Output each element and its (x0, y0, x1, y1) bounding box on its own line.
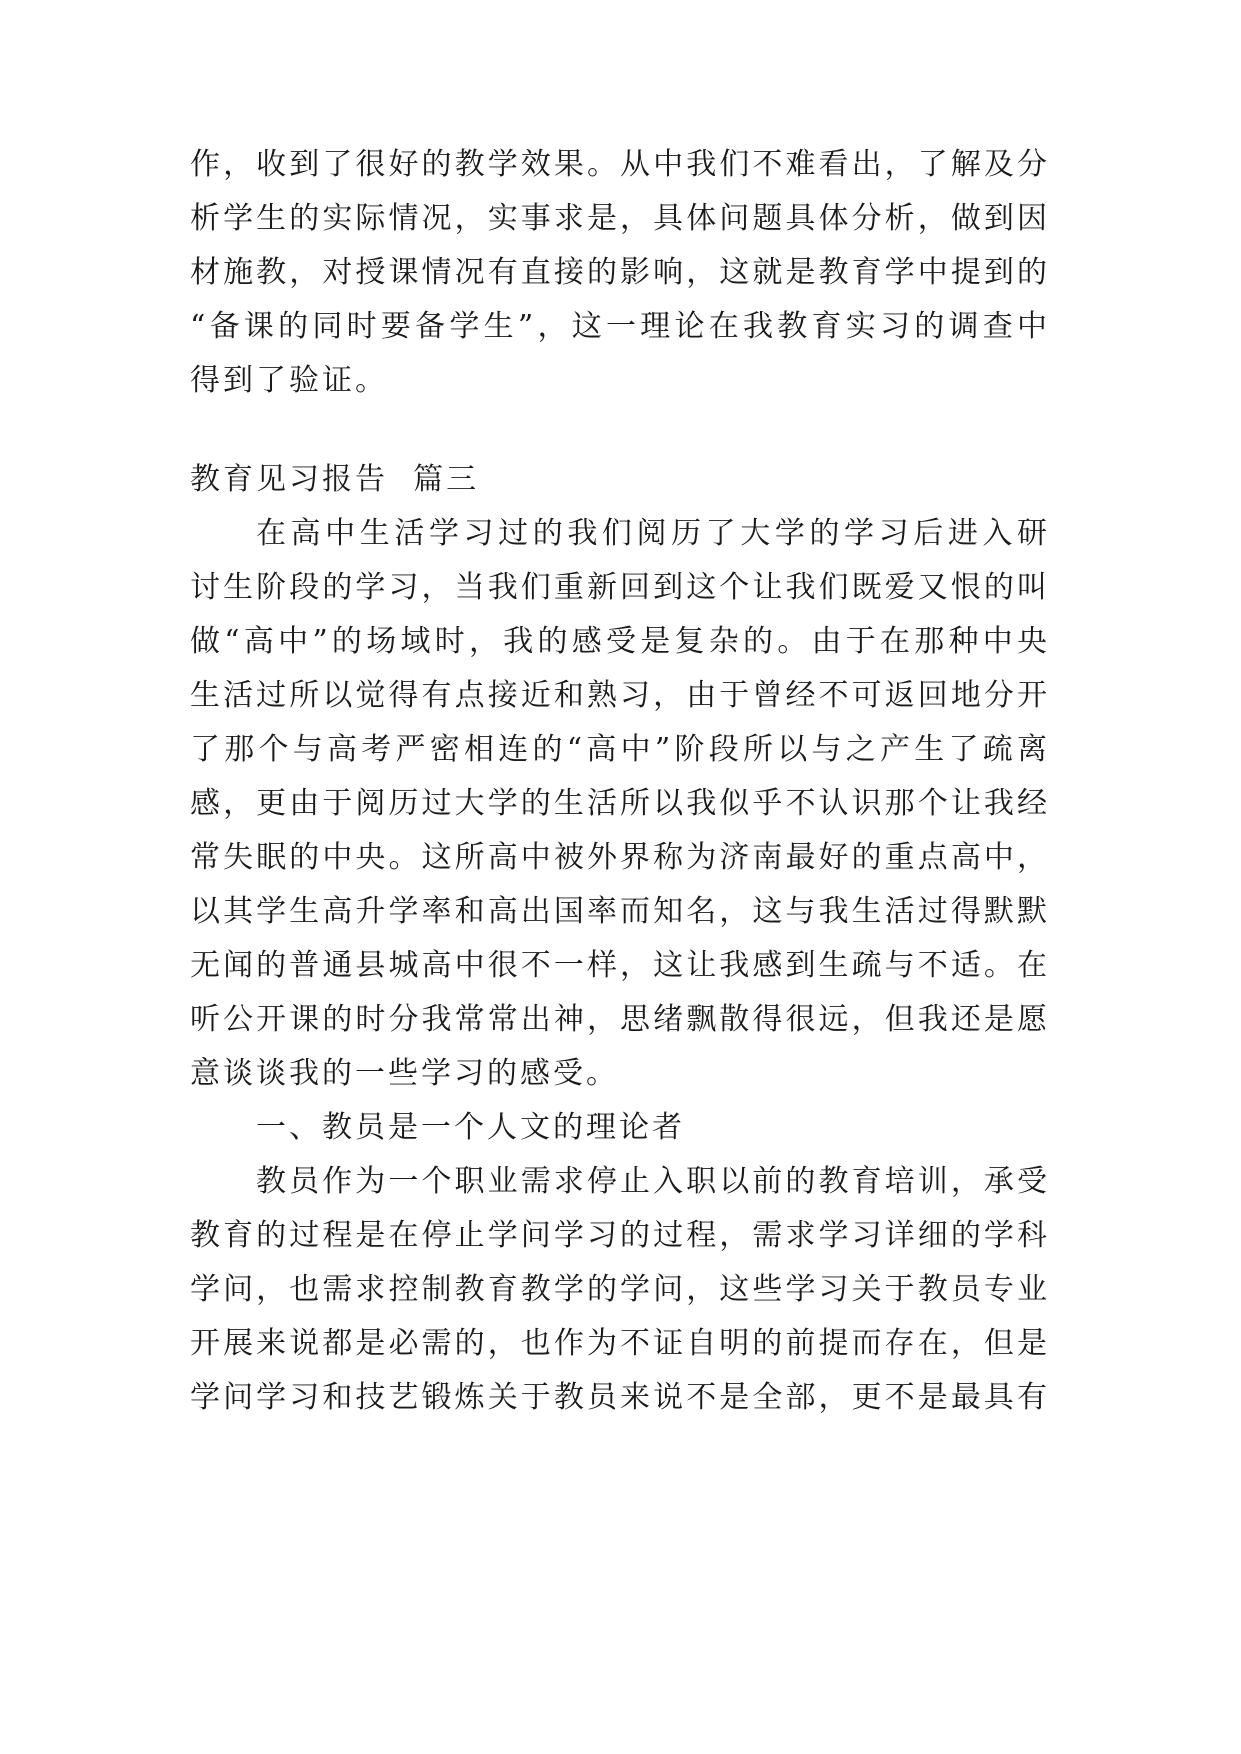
text-line: 教育的过程是在停止学问学习的过程，需求学习详细的学科 (190, 1218, 1050, 1253)
text-line: 做“高中”的场域时，我的感受是复杂的。由于在那种中央 (190, 624, 1050, 659)
text-line: 析学生的实际情况，实事求是，具体问题具体分析，做到因 (190, 201, 1050, 236)
text-line: 学问，也需求控制教育教学的学问，这些学习关于教员专业 (190, 1272, 1050, 1307)
paragraph-body (190, 1155, 1050, 1425)
text-line: 讨生阶段的学习，当我们重新回到这个让我们既爱又恨的叫 (190, 570, 1050, 605)
paragraph-intro (190, 507, 1050, 1101)
section-heading-block (190, 453, 1050, 507)
paragraph-continuation (190, 138, 1050, 408)
text-line: 作，收到了很好的教学效果。从中我们不难看出，了解及分 (190, 147, 1050, 182)
text-line: 学问学习和技艺锻炼关于教员来说不是全部，更不是最具有 (190, 1380, 1050, 1415)
text-line: 以其学生高升学率和高出国率而知名，这与我生活过得默默 (190, 894, 1050, 929)
text-line: 在高中生活学习过的我们阅历了大学的学习后进入研 (256, 516, 1050, 551)
text-line: 开展来说都是必需的，也作为不证自明的前提而存在，但是 (190, 1326, 1050, 1361)
subheading-block (190, 1101, 1050, 1155)
text-line: 生活过所以觉得有点接近和熟习，由于曾经不可返回地分开 (190, 678, 1050, 713)
text-line: 常失眠的中央。这所高中被外界称为济南最好的重点高中， (190, 840, 1050, 875)
text-line: 意谈谈我的一些学习的感受。 (190, 1056, 619, 1091)
text-line: 听公开课的时分我常常出神，思绪飘散得很远，但我还是愿 (190, 1002, 1050, 1037)
text-line: 材施教，对授课情况有直接的影响，这就是教育学中提到的 (190, 255, 1050, 290)
text-line: 教员作为一个职业需求停止入职以前的教育培训，承受 (256, 1164, 1050, 1199)
text-line: 得到了验证。 (190, 363, 388, 398)
text-line: 感，更由于阅历过大学的生活所以我似乎不认识那个让我经 (190, 786, 1050, 821)
section-heading: 教育见习报告 篇三 (190, 462, 480, 497)
subheading: 一、教员是一个人文的理论者 (256, 1110, 685, 1145)
text-line: 了那个与高考严密相连的“高中”阶段所以与之产生了疏离 (190, 732, 1050, 767)
text-line: “备课的同时要备学生”，这一理论在我教育实习的调查中 (190, 309, 1050, 344)
text-line: 无闻的普通县城高中很不一样，这让我感到生疏与不适。在 (190, 948, 1050, 983)
